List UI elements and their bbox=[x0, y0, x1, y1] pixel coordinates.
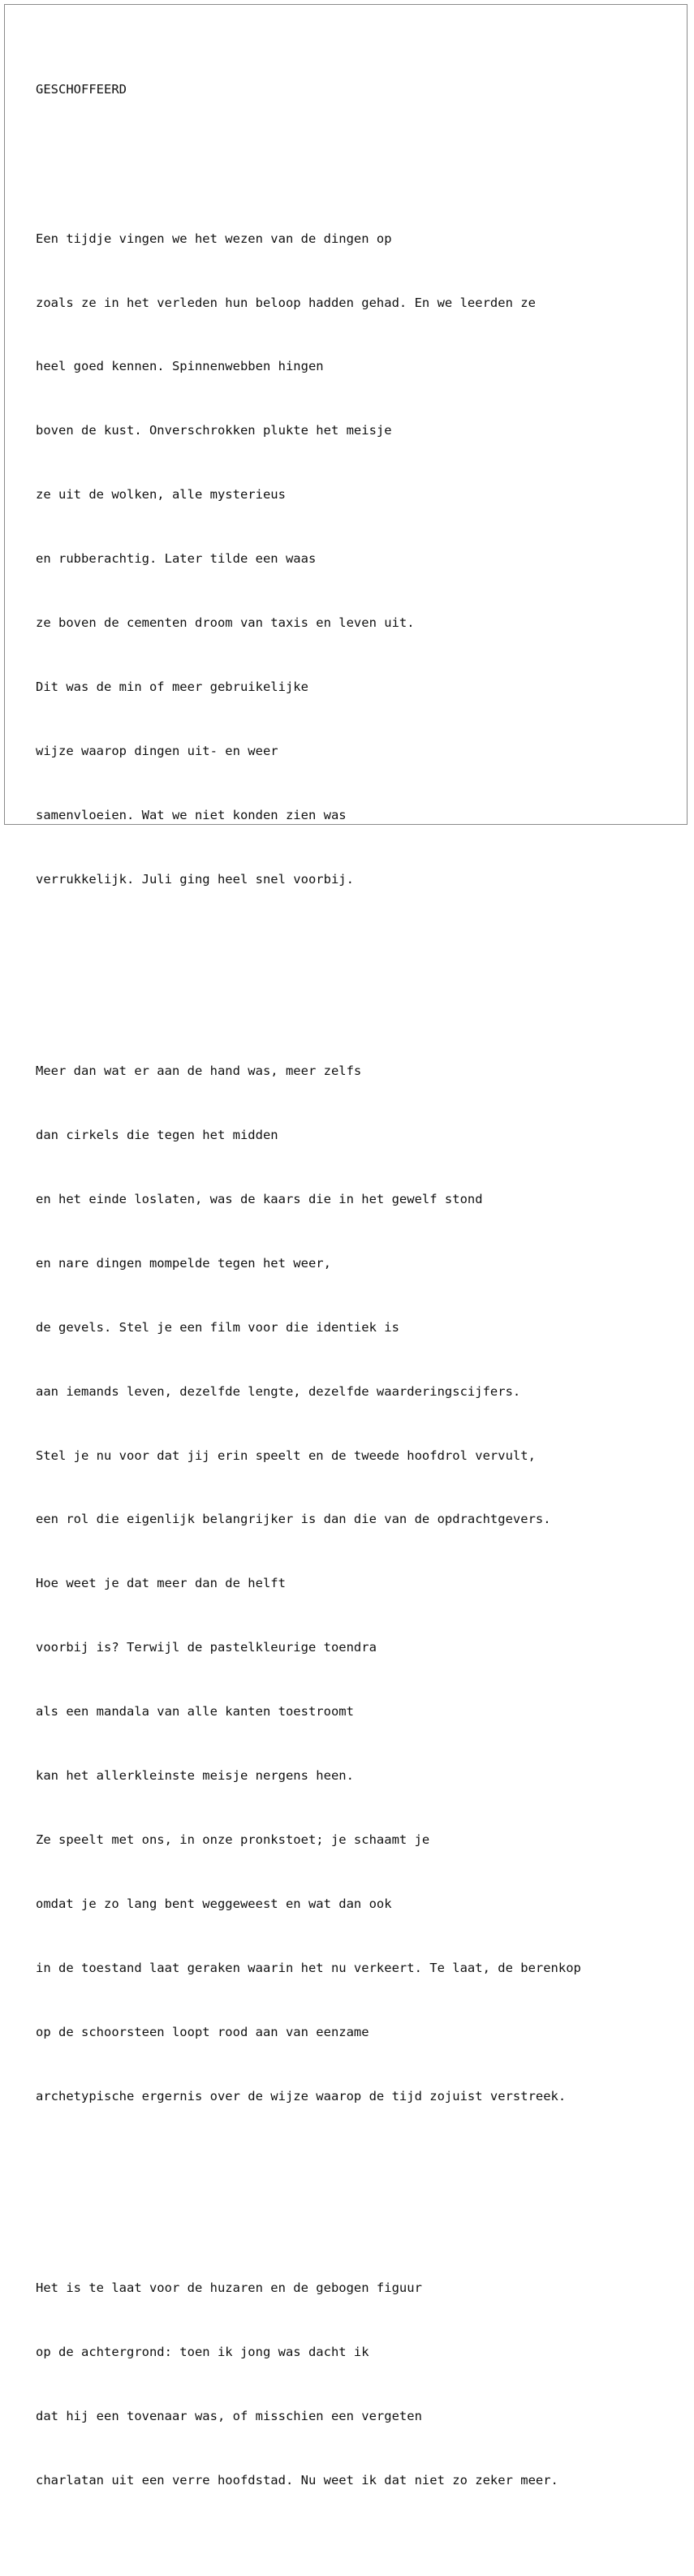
poem-line: samenvloeien. Wat we niet konden zien was bbox=[36, 807, 347, 822]
poem-line: op de schoorsteen loopt rood aan van eenzame bbox=[36, 2024, 369, 2039]
stanza-2 bbox=[36, 1018, 685, 2150]
poem bbox=[36, 36, 685, 2576]
poem-line: Hoe weet je dat meer dan de helft bbox=[36, 1576, 286, 1591]
poem-line: en het einde loslaten, was de kaars die in het gewelf stond bbox=[36, 1192, 483, 1207]
poem-line: Stel je nu voor dat jij erin speelt en de tweede hoofdrol vervult, bbox=[36, 1448, 536, 1463]
page-frame bbox=[4, 4, 688, 2488]
poem-line: archetypische ergernis over de wijze waarop de tijd zojuist verstreek. bbox=[36, 2088, 567, 2104]
poem-line: voorbij is? Terwijl de pastelkleurige toendra bbox=[36, 1640, 377, 1655]
poem-line: ze boven de cementen droom van taxis en leven uit. bbox=[36, 615, 415, 631]
poem-line: ze uit de wolken, alle mysterieus bbox=[36, 487, 286, 503]
poem-line: Dit was de min of meer gebruikelijke bbox=[36, 679, 308, 694]
poem-line: als een mandala van alle kanten toestroomt bbox=[36, 1704, 354, 1719]
poem-line: charlatan uit een verre hoofdstad. Nu weet ik dat niet zo zeker meer. bbox=[36, 2472, 558, 2488]
poem-line: wijze waarop dingen uit- en weer bbox=[36, 743, 278, 758]
poem-line: een rol die eigenlijk belangrijker is dan die van de opdrachtgevers. bbox=[36, 1512, 551, 1527]
poem-title: GESCHOFFEERD bbox=[36, 81, 127, 97]
poem-line: omdat je zo lang bent weggeweest en wat dan ook bbox=[36, 1896, 392, 1911]
poem-line: aan iemands leven, dezelfde lengte, dezelfde waarderingscijfers. bbox=[36, 1383, 521, 1399]
poem-line: boven de kust. Onverschrokken plukte het meisje bbox=[36, 423, 392, 438]
poem-line: heel goed kennen. Spinnenwebben hingen bbox=[36, 359, 324, 374]
poem-line: dat hij een tovenaar was, of misschien een vergeten bbox=[36, 2408, 422, 2423]
poem-line: Meer dan wat er aan de hand was, meer zelfs bbox=[36, 1064, 362, 1079]
poem-line: Ze speelt met ons, in onze pronkstoet; je schaamt je bbox=[36, 1832, 430, 1847]
stanza-3 bbox=[36, 2235, 685, 2534]
poem-line: zoals ze in het verleden hun beloop hadden gehad. En we leerden ze bbox=[36, 295, 536, 310]
poem-line: dan cirkels die tegen het midden bbox=[36, 1128, 278, 1143]
poem-line: in de toestand laat geraken waarin het nu verkeert. Te laat, de berenkop bbox=[36, 1960, 581, 1975]
poem-line: Het is te laat voor de huzaren en de gebogen figuur bbox=[36, 2280, 422, 2296]
poem-line: en rubberachtig. Later tilde een waas bbox=[36, 551, 317, 567]
poem-line: de gevels. Stel je een film voor die identiek is bbox=[36, 1319, 399, 1335]
poem-line: en nare dingen mompelde tegen het weer, bbox=[36, 1255, 331, 1271]
poem-line: Een tijdje vingen we het wezen van de dingen op bbox=[36, 231, 392, 246]
poem-line: verrukkelijk. Juli ging heel snel voorbij. bbox=[36, 871, 354, 887]
stanza-1 bbox=[36, 185, 685, 932]
poem-line: kan het allerkleinste meisje nergens heen. bbox=[36, 1768, 354, 1784]
poem-line: op de achtergrond: toen ik jong was dacht ik bbox=[36, 2345, 369, 2360]
